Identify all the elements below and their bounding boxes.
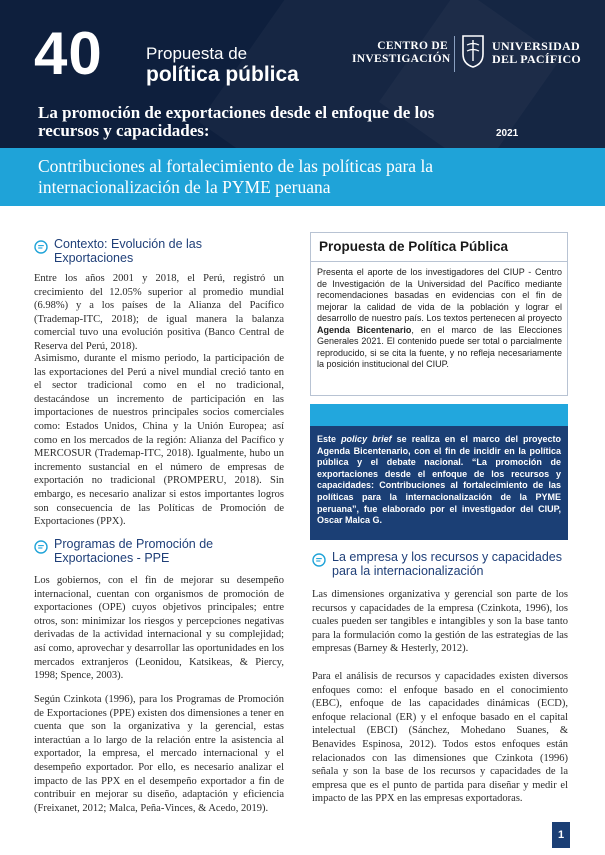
issue-number: 40 [34,20,103,87]
paragraph: Para el análisis de recursos y capacidades existen diversos enfoques como: el enfoque basado en el conocimiento (EBC), enfoque de las capacidades dinámicas (ECD), enfoque relacional (ER) y el enfoque basado en el capital intelectual (EBCI) (Sánchez, Mohedano Suanes, & Benavides Espinosa, 2012). Todos estos enfoques están relacionados con las dimensiones que Czinkota (1996) señala y son la base de los recursos y capacidades de la empresa que es el punto de partida para diseñar y medir el impacto de las PPX en las empresas exportadoras. [312,671,568,805]
page-number: 1 [552,822,570,848]
header-banner [0,0,605,148]
box-text-bold: Agenda Bicentenario [317,324,412,335]
logo-divider [454,36,455,72]
paragraph: Los gobiernos, con el fin de mejorar su desempeño internacional, cuentan con organismos de promoción de exportaciones (OPE) cuyos objetivos principales; entre otros, son: minimizar los riesgos y percepciones negativas derivadas de la actividad internacional y su complejidad; así como, aprovechar y desarrollar las oportunidades en los mercados extranjeros (Leonidou, Katsikeas, & Piercy, 1998; Spence, 2003). [34,575,284,682]
policy-brief-box [310,404,568,540]
series-label-line1: Propuesta de [146,44,248,63]
universidad-line1: UNIVERSIDAD [492,39,580,53]
box-text-part: Este [317,434,342,444]
university-shield-icon [461,34,485,68]
centro-investigacion-logo [352,40,451,66]
box-divider [311,261,567,262]
section-heading-contexto [34,238,274,265]
section-heading-empresa [312,551,568,578]
centro-line2: INVESTIGACIÓN [352,53,451,65]
box-text-part: , en el marco de las Elecciones Generales 2021. El contenido puede ser total o parcialmente reproducido, si se cita la fuente, y no refleja necesariamente la posición institucional del CIUP. [317,324,562,369]
box-text-part: se realiza en el marco del [391,434,523,444]
chat-bubble-icon [312,553,326,567]
universidad-logo-text [492,40,581,66]
centro-line1: CENTRO DE [377,40,448,52]
box-text-part: proyecto Agenda Bicentenario [317,434,562,456]
box-text-part: Presenta el aporte de los investigadores del CIUP - Centro de Investigación de la Universidad del Pacífico mediante recomendaciones basadas en evidencias con el fin de mejorar la calidad de vida de la población y lograr el desarrollo de nuestro país. Los textos pertenecen al proyecto [317,267,562,323]
publication-year: 2021 [496,128,519,139]
document-subtitle: Contribuciones al fortalecimiento de las políticas para la internacionalización de la PYME peruana [38,156,434,197]
chat-bubble-icon [34,540,48,554]
paragraph: Entre los años 2001 y 2018, el Perú, registró un crecimiento del 12.05% superior al promedio mundial (6.98%) y a los países de la Alianza del Pacífico (Trademap-ITC, 2018); de igual manera la balanza comercial tuvo una evolución positiva (Banco Central de Reserva del Perú, 2018). [34,273,284,352]
universidad-line2: DEL PACÍFICO [492,52,582,66]
box-accent-strip [310,404,568,426]
box-text [317,267,562,371]
box-text-part: , con el fin de incidir en la política pública y el debate nacional. “La promoción de exportaciones desde el enfoque de los recursos y capacidades: Contribuciones al fortalecimiento de las políticas para la internacionalización de la PYME peruana”, fue elaborado por el investigador del CIUP, Oscar Malca G. [317,445,561,526]
propuesta-info-box [310,232,568,396]
document-title: La promoción de exportaciones desde el enfoque de los recursos y capacidades: [38,103,435,140]
box-text [317,434,561,527]
series-label-line2: política pública [146,63,299,86]
paragraph: Asimismo, durante el mismo periodo, la participación de las exportaciones del Perú a nivel mundial creció tanto en el sector tradicional como en el no tradicional, destacándose un incremento de participación en las importaciones de nuestros principales socios comerciales como: Estados Unidos, China y la Unión Europea; así como en los mercados de la región: Alianza del Pacífico y MERCOSUR (Trademap-ITC, 2018). Igualmente, hubo un incremento sustancial en el número de empresas de exportación no tradicional (PROMPERU, 2018). Sin embargo, es necesario analizar si estos importantes logros son consecuencia de las Políticas de Promoción de Exportaciones (PPX). [34,353,284,528]
paragraph: Las dimensiones organizativa y gerencial son parte de los recursos y capacidades de la empresa (Czinkota, 1996), los cuales pueden ser tangibles e intangibles y son la base tanto para la formulación como la gestión de las estrategias de las empresas (Barney & Hesterly, 2012). [312,589,568,655]
section-title: Contexto: Evolución de las Exportaciones [54,237,203,265]
paragraph: Según Czinkota (1996), para los Programas de Promoción de Exportaciones (PPE) existen dos dimensiones a tener en cuenta que son la organizativa y la gerencial, estas interactúan a lo largo de la relación entre la asistencia al exportador, la empresa, el mercado internacional y el desempeño exportador. Por ello, es necesario analizar el impacto de las PPX en el desempeño exportador a fin de contribuir en mejorar su diseño, adaptación y eficiencia (Freixanet, 2012; Malca, Peña-Vinces, & Acedo, 2019). [34,694,284,814]
chat-bubble-icon [34,240,48,254]
subtitle-band [0,148,605,206]
section-title: Programas de Promoción de Exportaciones - PPE [54,537,214,565]
box-text-italic: policy brief [341,434,392,444]
box-title: Propuesta de Política Pública [319,239,509,254]
section-heading-programas [34,538,274,565]
section-title: La empresa y los recursos y capacidades para la internacionalización [332,550,562,578]
